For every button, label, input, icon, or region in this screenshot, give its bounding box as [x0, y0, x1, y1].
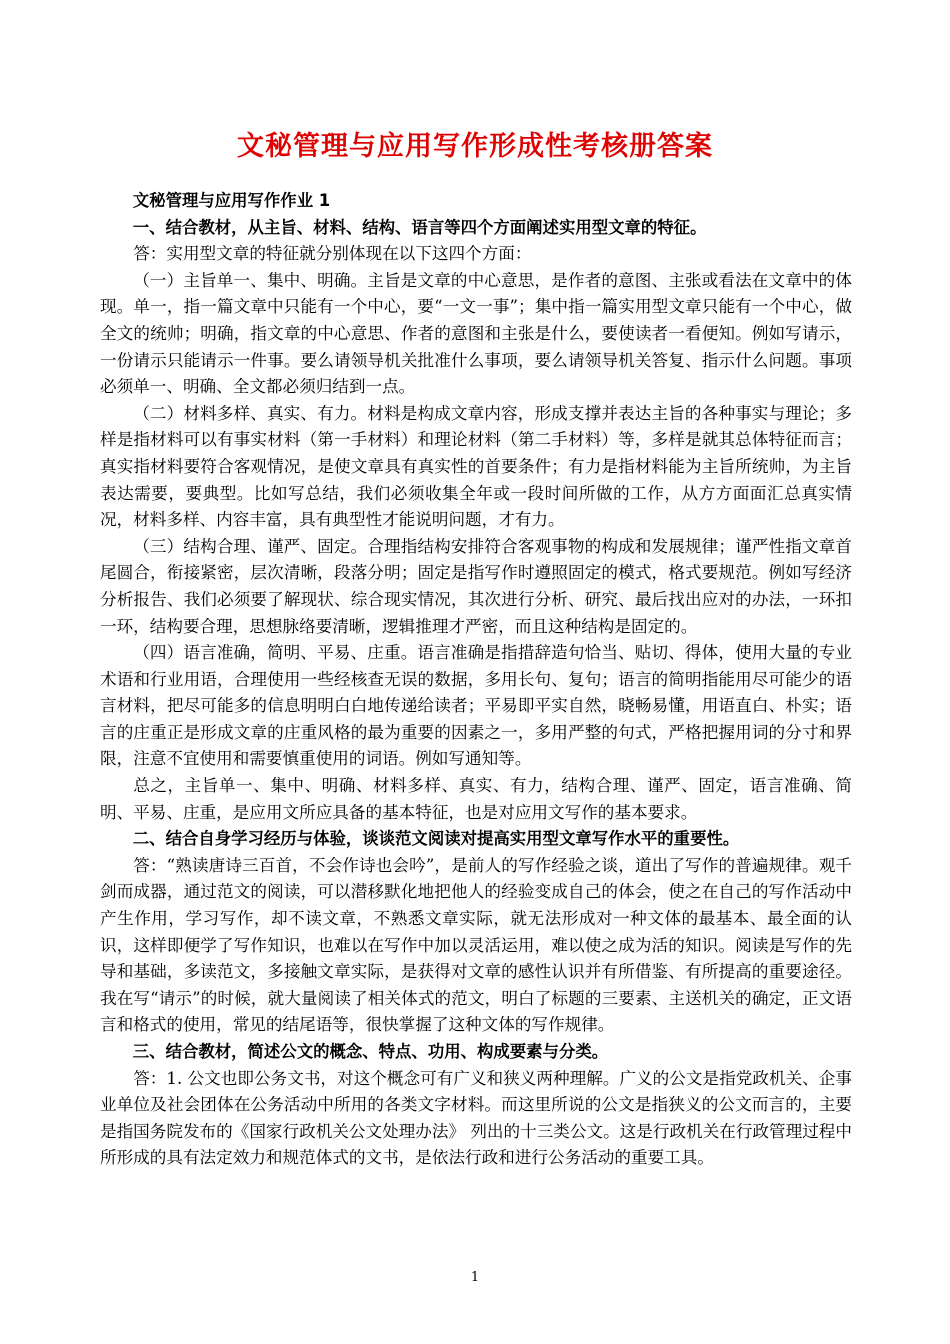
paragraph: （一）主旨单一、集中、明确。主旨是文章的中心意思，是作者的意图、主张或看法在文章中的体现。单一，指一篇文章中只能有一个中心，要“一文一事”；集中指一篇实用型文章只能有一个中心，做全文的统帅；明确，指文章的中心意思、作者的意图和主张是什么，要使读者一看便知。例如写请示，一份请示只能请示一件事。要么请领导机关批准什么事项，要么请领导机关答复、指示什么问题。事项必须单一、明确、全文都必须归结到一点。: [100, 270, 852, 397]
paragraph: （三）结构合理、谨严、固定。合理指结构安排符合客观事物的构成和发展规律；谨严性指文章首尾圆合，衔接紧密，层次清晰，段落分明；固定是指写作时遵照固定的模式，格式要规范。例如写经济分析报告、我们必须要了解现状、综合现实情况，其次进行分析、研究、最后找出应对的办法，一环扣一环，结构要合理，思想脉络要清晰，逻辑推理才严密，而且这种结构是固定的。: [100, 536, 852, 636]
question-heading: 一、结合教材，从主旨、材料、结构、语言等四个方面阐述实用型文章的特征。: [132, 217, 707, 237]
page-number: 1: [470, 1270, 480, 1285]
paragraph: 答：1. 公文也即公务文书，对这个概念可有广义和狭义两种理解。广义的公文是指党政机关、企事业单位及社会团体在公务活动中所用的各类文字材料。而这里所说的公文是指狭义的公文而言的，主要是指国务院发布的《国家行政机关公文处理办法》 列出的十三类公文。这是行政机关在行政管理过程中所形成的具有法定效力和规范体式的文书，是依法行政和进行公务活动的重要工具。: [100, 1068, 852, 1168]
paragraph: 答：实用型文章的特征就分别体现在以下这四个方面：: [133, 244, 532, 264]
document-body: [100, 188, 852, 1172]
paragraph-list: [100, 215, 852, 1172]
paragraph: 答：“熟读唐诗三百首，不会作诗也会吟”，是前人的写作经验之谈，道出了写作的普遍规律。观千剑而成器，通过范文的阅读，可以潜移默化地把他人的经验变成自己的体会，使之在自己的写作活动中产生作用，学习写作，却不读文章，不熟悉文章实际，就无法形成对一种文体的最基本、最全面的认识，这样即便学了写作知识，也难以在写作中加以灵活运用，难以使之成为活的知识。阅读是写作的先导和基础，多读范文，多接触文章实际，是获得对文章的感性认识并有所借鉴、有所提高的重要途径。我在写“请示”的时候，就大量阅读了相关体式的范文，明白了标题的三要素、主送机关的确定，正文语言和格式的使用，常见的结尾语等，很快掌握了这种文体的写作规律。: [100, 855, 852, 1035]
question-heading: 二、结合自身学习经历与体验，谈谈范文阅读对提高实用型文章写作水平的重要性。: [132, 829, 740, 849]
document-title: 文秘管理与应用写作形成性考核册答案: [237, 131, 713, 162]
paragraph: 总之，主旨单一、集中、明确、材料多样、真实、有力，结构合理、谨严、固定，语言准确、简明、平易、庄重，是应用文所应具备的基本特征，也是对应用文写作的基本要求。: [100, 776, 852, 822]
paragraph: （四）语言准确，简明、平易、庄重。语言准确是指措辞造句恰当、贴切、得体，使用大量的专业术语和行业用语，合理使用一些经核查无误的数据，多用长句、复句；语言的简明指能用尽可能少的语言材料，把尽可能多的信息明明白白地传递给读者；平易即平实自然，晓畅易懂，用语直白、朴实；语言的庄重正是形成文章的庄重风格的最为重要的因素之一，多用严整的句式，严格把握用词的分寸和界限，注意不宜使用和需要慎重使用的词语。例如写通知等。: [100, 643, 852, 769]
paragraph: （二）材料多样、真实、有力。材料是构成文章内容，形成支撑并表达主旨的各种事实与理论；多样是指材料可以有事实材料（第一手材料）和理论材料（第二手材料）等，多样是就其总体特征而言；真实指材料要符合客观情况，是使文章具有真实性的首要条件；有力是指材料能为主旨所统帅，为主旨表达需要，要典型。比如写总结，我们必须收集全年或一段时间所做的工作，从方方面面汇总真实情况，材料多样、内容丰富，具有典型性才能说明问题，才有力。: [100, 403, 852, 530]
question-heading: 三、结合教材，简述公文的概念、特点、功用、构成要素与分类。: [132, 1042, 609, 1061]
section-title: 文秘管理与应用写作作业 1: [132, 191, 331, 210]
